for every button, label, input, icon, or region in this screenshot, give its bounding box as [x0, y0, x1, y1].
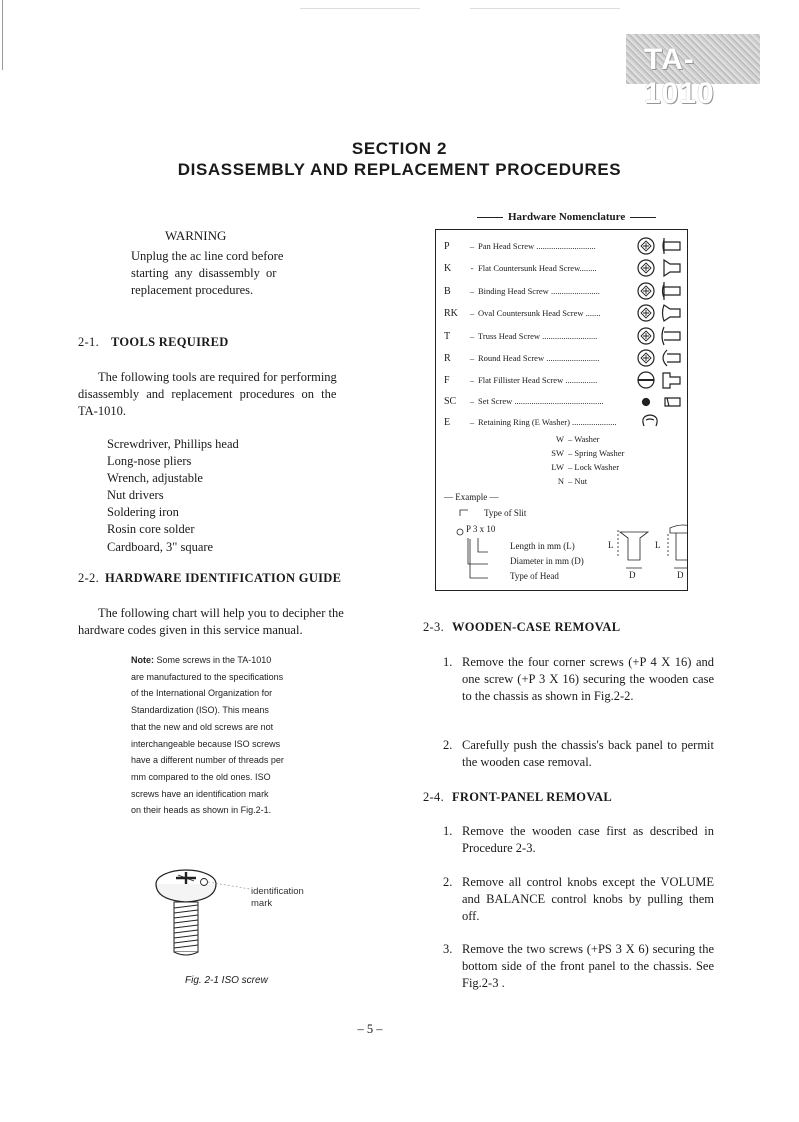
round-head-icon [638, 350, 680, 366]
page-edge-line [2, 0, 3, 70]
model-badge [626, 34, 760, 110]
note-line: on their heads as shown in Fig.2-1. [131, 805, 272, 816]
page-number: – 5 – [357, 1022, 383, 1036]
identification-mark-label: identification mark [251, 886, 304, 909]
nomenclature-row: SC – Set Screw .......................................... [444, 396, 604, 407]
section-title: DISASSEMBLY AND REPLACEMENT PROCEDURES [177, 160, 622, 179]
hardware-guide-intro-line: hardware codes given in this service manual. [78, 623, 303, 637]
example-label: — Example — [444, 492, 499, 502]
warning-line: starting any disassembly or [131, 266, 277, 280]
example-code: P 3 x 10 [466, 524, 496, 534]
pan-head-icon [638, 238, 680, 254]
top-rule [470, 8, 620, 9]
tool-item: Cardboard, 3" square [107, 540, 214, 554]
tool-item: Screwdriver, Phillips head [107, 437, 239, 451]
binding-head-icon [638, 282, 680, 300]
nomenclature-row: B – Binding Head Screw ....................... [444, 286, 600, 297]
front-panel-heading: 2-4. FRONT-PANEL REMOVAL [423, 790, 613, 804]
nomenclature-row: E – Retaining Ring (E Washer) ..................... [444, 417, 617, 428]
oval-countersunk-icon [638, 305, 680, 321]
length-marker: L [608, 540, 614, 550]
example-length: Length in mm (L) [510, 541, 575, 551]
washer-row: W – Washer [555, 434, 600, 444]
retaining-ring-icon [643, 415, 657, 426]
nomenclature-row: RK – Oval Countersunk Head Screw ....... [444, 308, 601, 319]
tool-item: Rosin core solder [107, 522, 195, 536]
tool-item: Nut drivers [107, 488, 164, 502]
washer-row: N – Nut [557, 476, 588, 486]
tools-intro-line: disassembly and replacement procedures on the [78, 387, 337, 401]
set-screw-icon [643, 398, 681, 406]
tools-heading: 2-1. TOOLS REQUIRED [78, 335, 229, 349]
note-label: Note: [131, 655, 154, 665]
diameter-marker: D [629, 570, 636, 580]
wooden-case-heading: 2-3. WOODEN-CASE REMOVAL [423, 620, 621, 634]
warning-line: replacement procedures. [131, 283, 254, 297]
note-line: have a different number of threads per [131, 755, 284, 766]
iso-note [131, 652, 321, 819]
length-marker: L [655, 540, 661, 550]
flat-countersunk-icon [638, 260, 680, 276]
note-line: interchangeable because ISO screws [131, 738, 281, 749]
hardware-guide-intro-line: The following chart will help you to decipher the [98, 606, 344, 620]
tool-item: Long-nose pliers [107, 454, 192, 468]
tools-intro-line: The following tools are required for performing [98, 370, 337, 384]
screw-head-icons [634, 234, 686, 434]
nomenclature-row: K - Flat Countersunk Head Screw........ [444, 263, 597, 274]
example-type-of-head: Type of Head [510, 571, 559, 581]
section-number: SECTION 2 [351, 139, 448, 158]
diameter-marker: D [677, 570, 684, 580]
nomenclature-row: R – Round Head Screw ......................... [444, 353, 600, 364]
note-line: mm compared to the old ones. ISO [131, 771, 271, 782]
note-line: Note: Some screws in the TA-1010 [131, 655, 272, 665]
example-diameter: Diameter in mm (D) [510, 556, 584, 566]
tools-intro-line: TA-1010. [78, 404, 126, 418]
note-line: that the new and old screws are not [131, 721, 274, 732]
model-label: TA-1010 [644, 43, 715, 110]
flat-fillister-icon [638, 372, 680, 388]
washer-row: SW – Spring Washer [551, 448, 625, 458]
washer-row: LW – Lock Washer [551, 462, 620, 472]
nomenclature-row: P – Pan Head Screw ............................ [444, 241, 596, 252]
hardware-nomenclature-table [435, 229, 688, 591]
nomenclature-title: Hardware Nomenclature [477, 211, 656, 223]
warning-line: Unplug the ac line cord before [131, 249, 284, 263]
hardware-guide-heading: 2-2. HARDWARE IDENTIFICATION GUIDE [78, 571, 342, 585]
note-line: are manufactured to the specifications [131, 671, 284, 682]
figure-caption: Fig. 2-1 ISO screw [185, 975, 268, 986]
note-line: of the International Organization for [131, 688, 273, 699]
example-type-of-slit: Type of Slit [484, 508, 527, 518]
nomenclature-row: F – Flat Fillister Head Screw ............... [444, 375, 598, 386]
warning-title: WARNING [165, 228, 227, 243]
truss-head-icon [638, 327, 680, 345]
note-line: Standardization (ISO). This means [131, 705, 269, 716]
top-rule [300, 8, 420, 9]
note-line: screws have an identification mark [131, 788, 269, 799]
nomenclature-row: T – Truss Head Screw .......................... [444, 331, 598, 342]
tool-item: Soldering iron [107, 505, 179, 519]
iso-screw-illustration [150, 862, 260, 970]
tool-item: Wrench, adjustable [107, 471, 203, 485]
